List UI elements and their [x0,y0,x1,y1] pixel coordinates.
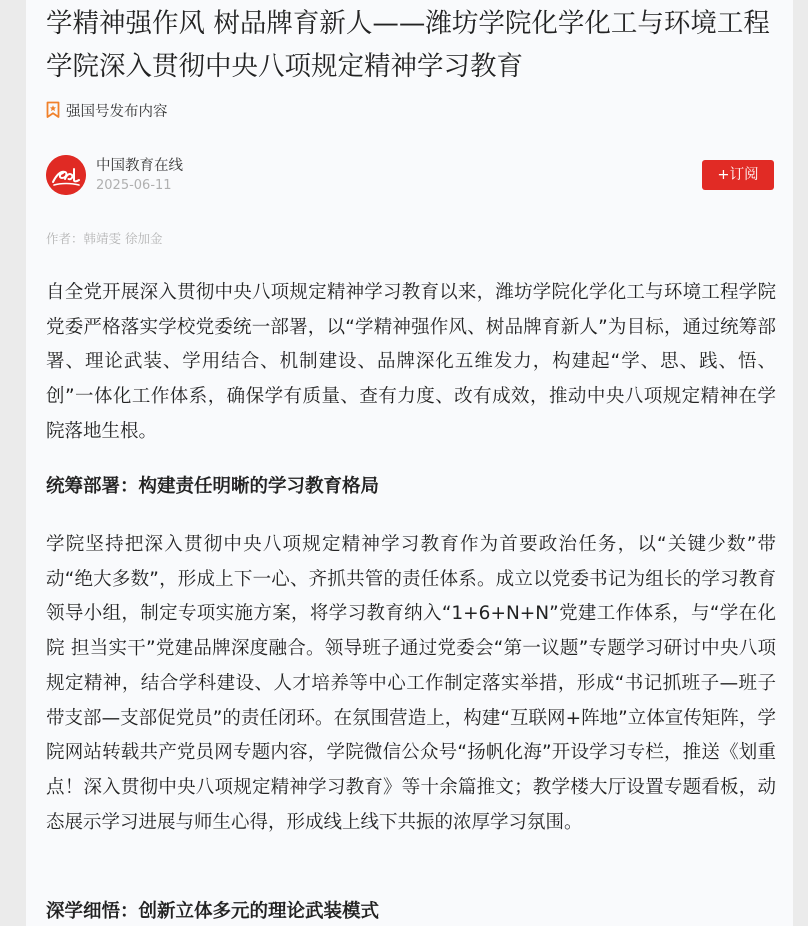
article-paragraph: 学院坚持把深入贯彻中央八项规定精神学习教育作为首要政治任务，以“关键少数”带动“绝大多数”，形成上下一心、齐抓共管的责任体系。成立以党委书记为组长的学习教育领导小组，制定专项实施方案，将学习教育纳入“1+6+N+N”党建工作体系，与“学在化院 担当实干”党建品牌深度融合。领导班子通过党委会“第一议题”专题学习研讨中央八项规定精神，结合学科建设、人才培养等中心工作制定落实举措，形成“书记抓班子—班子带支部—支部促党员”的责任闭环。在氛围营造上，构建“互联网+阵地”立体宣传矩阵，学院网站转载共产党员网专题内容，学院微信公众号“扬帆化海”开设学习专栏，推送《划重点！深入贯彻中央八项规定精神学习教育》等十余篇推文；教学楼大厅设置专题看板，动态展示学习进展与师生心得，形成线上线下共振的浓厚学习氛围。 [46,534,776,833]
publish-badge [46,99,168,121]
publish-date: 2025-06-11 [96,178,172,193]
subscribe-button[interactable]: +订阅 [702,160,774,190]
account-name[interactable]: 中国教育在线 [96,158,183,174]
section-heading: 深学细悟：创新立体多元的理论武装模式 [46,901,380,922]
publish-badge-label: 强国号发布内容 [66,103,168,120]
article-page [26,0,793,926]
article-title: 学精神强作风 树品牌育新人——潍坊学院化学化工与环境工程学院深入贯彻中央八项规定精神学习教育 [46,8,770,82]
section-heading: 统筹部署：构建责任明晰的学习教育格局 [46,476,380,497]
article-paragraph: 自全党开展深入贯彻中央八项规定精神学习教育以来，潍坊学院化学化工与环境工程学院党委严格落实学校党委统一部署，以“学精神强作风、树品牌育新人”为目标，通过统筹部署、理论武装、学用结合、机制建设、品牌深化五维发力，构建起“学、思、践、悟、创”一体化工作体系，确保学有质量、查有力度、改有成效，推动中央八项规定精神在学院落地生根。 [46,282,776,442]
account-avatar[interactable] [46,155,86,195]
bookmark-star-icon [46,101,60,119]
article-byline: 作者：韩靖雯 徐加金 [46,231,163,246]
brand-logo-icon [46,155,86,195]
